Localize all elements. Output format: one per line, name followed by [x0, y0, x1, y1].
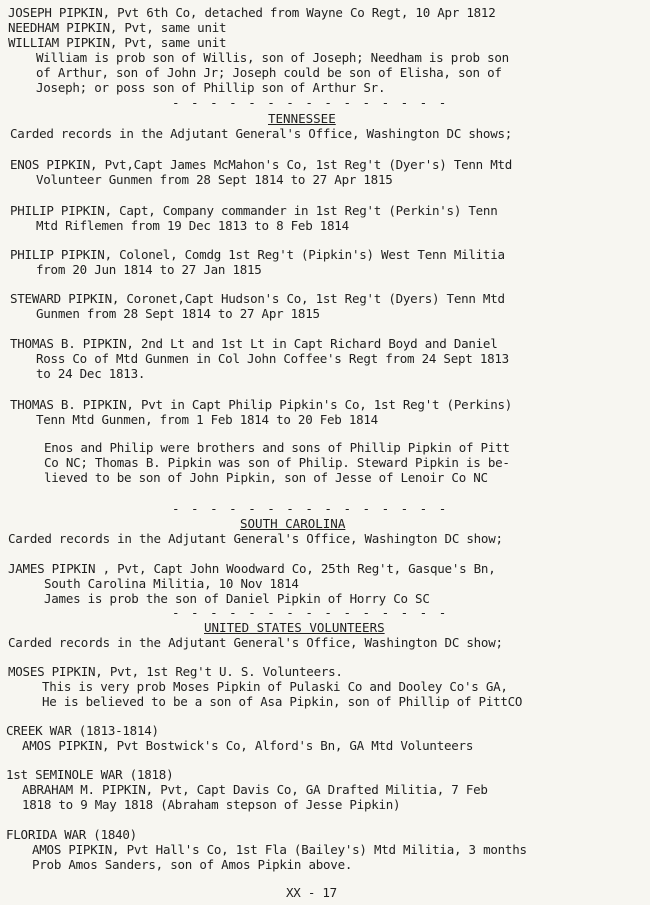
text-line: WILLIAM PIPKIN, Pvt, same unit: [8, 35, 227, 50]
text-line: ENOS PIPKIN, Pvt,Capt James McMahon's Co, 1st Reg't (Dyer's) Tenn Mtd: [10, 157, 513, 172]
text-line: ABRAHAM M. PIPKIN, Pvt, Capt Davis Co, GA Drafted Militia, 7 Feb: [22, 782, 488, 797]
text-line: to 24 Dec 1813.: [36, 366, 146, 381]
section-heading-tennessee: TENNESSEE: [268, 111, 336, 126]
section-divider: - - - - - - - - - - - - - - -: [172, 605, 449, 620]
text-line: Tenn Mtd Gunmen, from 1 Feb 1814 to 20 Feb 1814: [36, 412, 378, 427]
text-line: NEEDHAM PIPKIN, Pvt, same unit: [8, 20, 227, 35]
text-line: PHILIP PIPKIN, Colonel, Comdg 1st Reg't (Pipkin's) West Tenn Militia: [10, 247, 505, 262]
text-line: Carded records in the Adjutant General's Office, Washington DC shows;: [10, 126, 513, 141]
section-heading-us-volunteers: UNITED STATES VOLUNTEERS: [204, 620, 385, 635]
section-heading-florida-war: FLORIDA WAR (1840): [6, 827, 137, 842]
text-line: THOMAS B. PIPKIN, 2nd Lt and 1st Lt in Capt Richard Boyd and Daniel: [10, 336, 498, 351]
text-line: Prob Amos Sanders, son of Amos Pipkin above.: [32, 857, 353, 872]
text-line: 1818 to 9 May 1818 (Abraham stepson of Jesse Pipkin): [22, 797, 401, 812]
page-number: XX - 17: [286, 885, 337, 900]
text-line: Volunteer Gunmen from 28 Sept 1814 to 27 Apr 1815: [36, 172, 393, 187]
text-line: Carded records in the Adjutant General's Office, Washington DC show;: [8, 635, 503, 650]
text-line: lieved to be son of John Pipkin, son of Jesse of Lenoir Co NC: [44, 470, 488, 485]
text-line: James is prob the son of Daniel Pipkin of Horry Co SC: [44, 591, 430, 606]
text-line: He is believed to be a son of Asa Pipkin, son of Phillip of PittCO: [42, 694, 523, 709]
text-line: Carded records in the Adjutant General's Office, Washington DC show;: [8, 531, 503, 546]
text-line: Mtd Riflemen from 19 Dec 1813 to 8 Feb 1814: [36, 218, 349, 233]
section-divider: - - - - - - - - - - - - - - -: [172, 501, 449, 516]
text-line: Gunmen from 28 Sept 1814 to 27 Apr 1815: [36, 306, 320, 321]
text-line: William is prob son of Willis, son of Joseph; Needham is prob son: [36, 50, 509, 65]
section-heading-creek-war: CREEK WAR (1813-1814): [6, 723, 159, 738]
text-line: South Carolina Militia, 10 Nov 1814: [44, 576, 299, 591]
section-divider: - - - - - - - - - - - - - - -: [172, 95, 449, 110]
text-line: from 20 Jun 1814 to 27 Jan 1815: [36, 262, 262, 277]
text-line: JOSEPH PIPKIN, Pvt 6th Co, detached from Wayne Co Regt, 10 Apr 1812: [8, 5, 496, 20]
text-line: STEWARD PIPKIN, Coronet,Capt Hudson's Co, 1st Reg't (Dyers) Tenn Mtd: [10, 291, 505, 306]
section-heading-south-carolina: SOUTH CAROLINA: [240, 516, 346, 531]
text-line: of Arthur, son of John Jr; Joseph could be son of Elisha, son of: [36, 65, 502, 80]
text-line: THOMAS B. PIPKIN, Pvt in Capt Philip Pipkin's Co, 1st Reg't (Perkins): [10, 397, 513, 412]
text-line: Joseph; or poss son of Phillip son of Arthur Sr.: [36, 80, 386, 95]
text-line: Ross Co of Mtd Gunmen in Col John Coffee's Regt from 24 Sept 1813: [36, 351, 509, 366]
text-line: Co NC; Thomas B. Pipkin was son of Philip. Steward Pipkin is be-: [44, 455, 510, 470]
text-line: JAMES PIPKIN , Pvt, Capt John Woodward Co, 25th Reg't, Gasque's Bn,: [8, 561, 496, 576]
section-heading-seminole-war: 1st SEMINOLE WAR (1818): [6, 767, 174, 782]
text-line: Enos and Philip were brothers and sons of Phillip Pipkin of Pitt: [44, 440, 510, 455]
text-line: AMOS PIPKIN, Pvt Bostwick's Co, Alford's Bn, GA Mtd Volunteers: [22, 738, 474, 753]
text-line: PHILIP PIPKIN, Capt, Company commander in 1st Reg't (Perkin's) Tenn: [10, 203, 498, 218]
text-line: MOSES PIPKIN, Pvt, 1st Reg't U. S. Volunteers.: [8, 664, 343, 679]
text-line: This is very prob Moses Pipkin of Pulaski Co and Dooley Co's GA,: [42, 679, 508, 694]
text-line: AMOS PIPKIN, Pvt Hall's Co, 1st Fla (Bailey's) Mtd Militia, 3 months: [32, 842, 527, 857]
